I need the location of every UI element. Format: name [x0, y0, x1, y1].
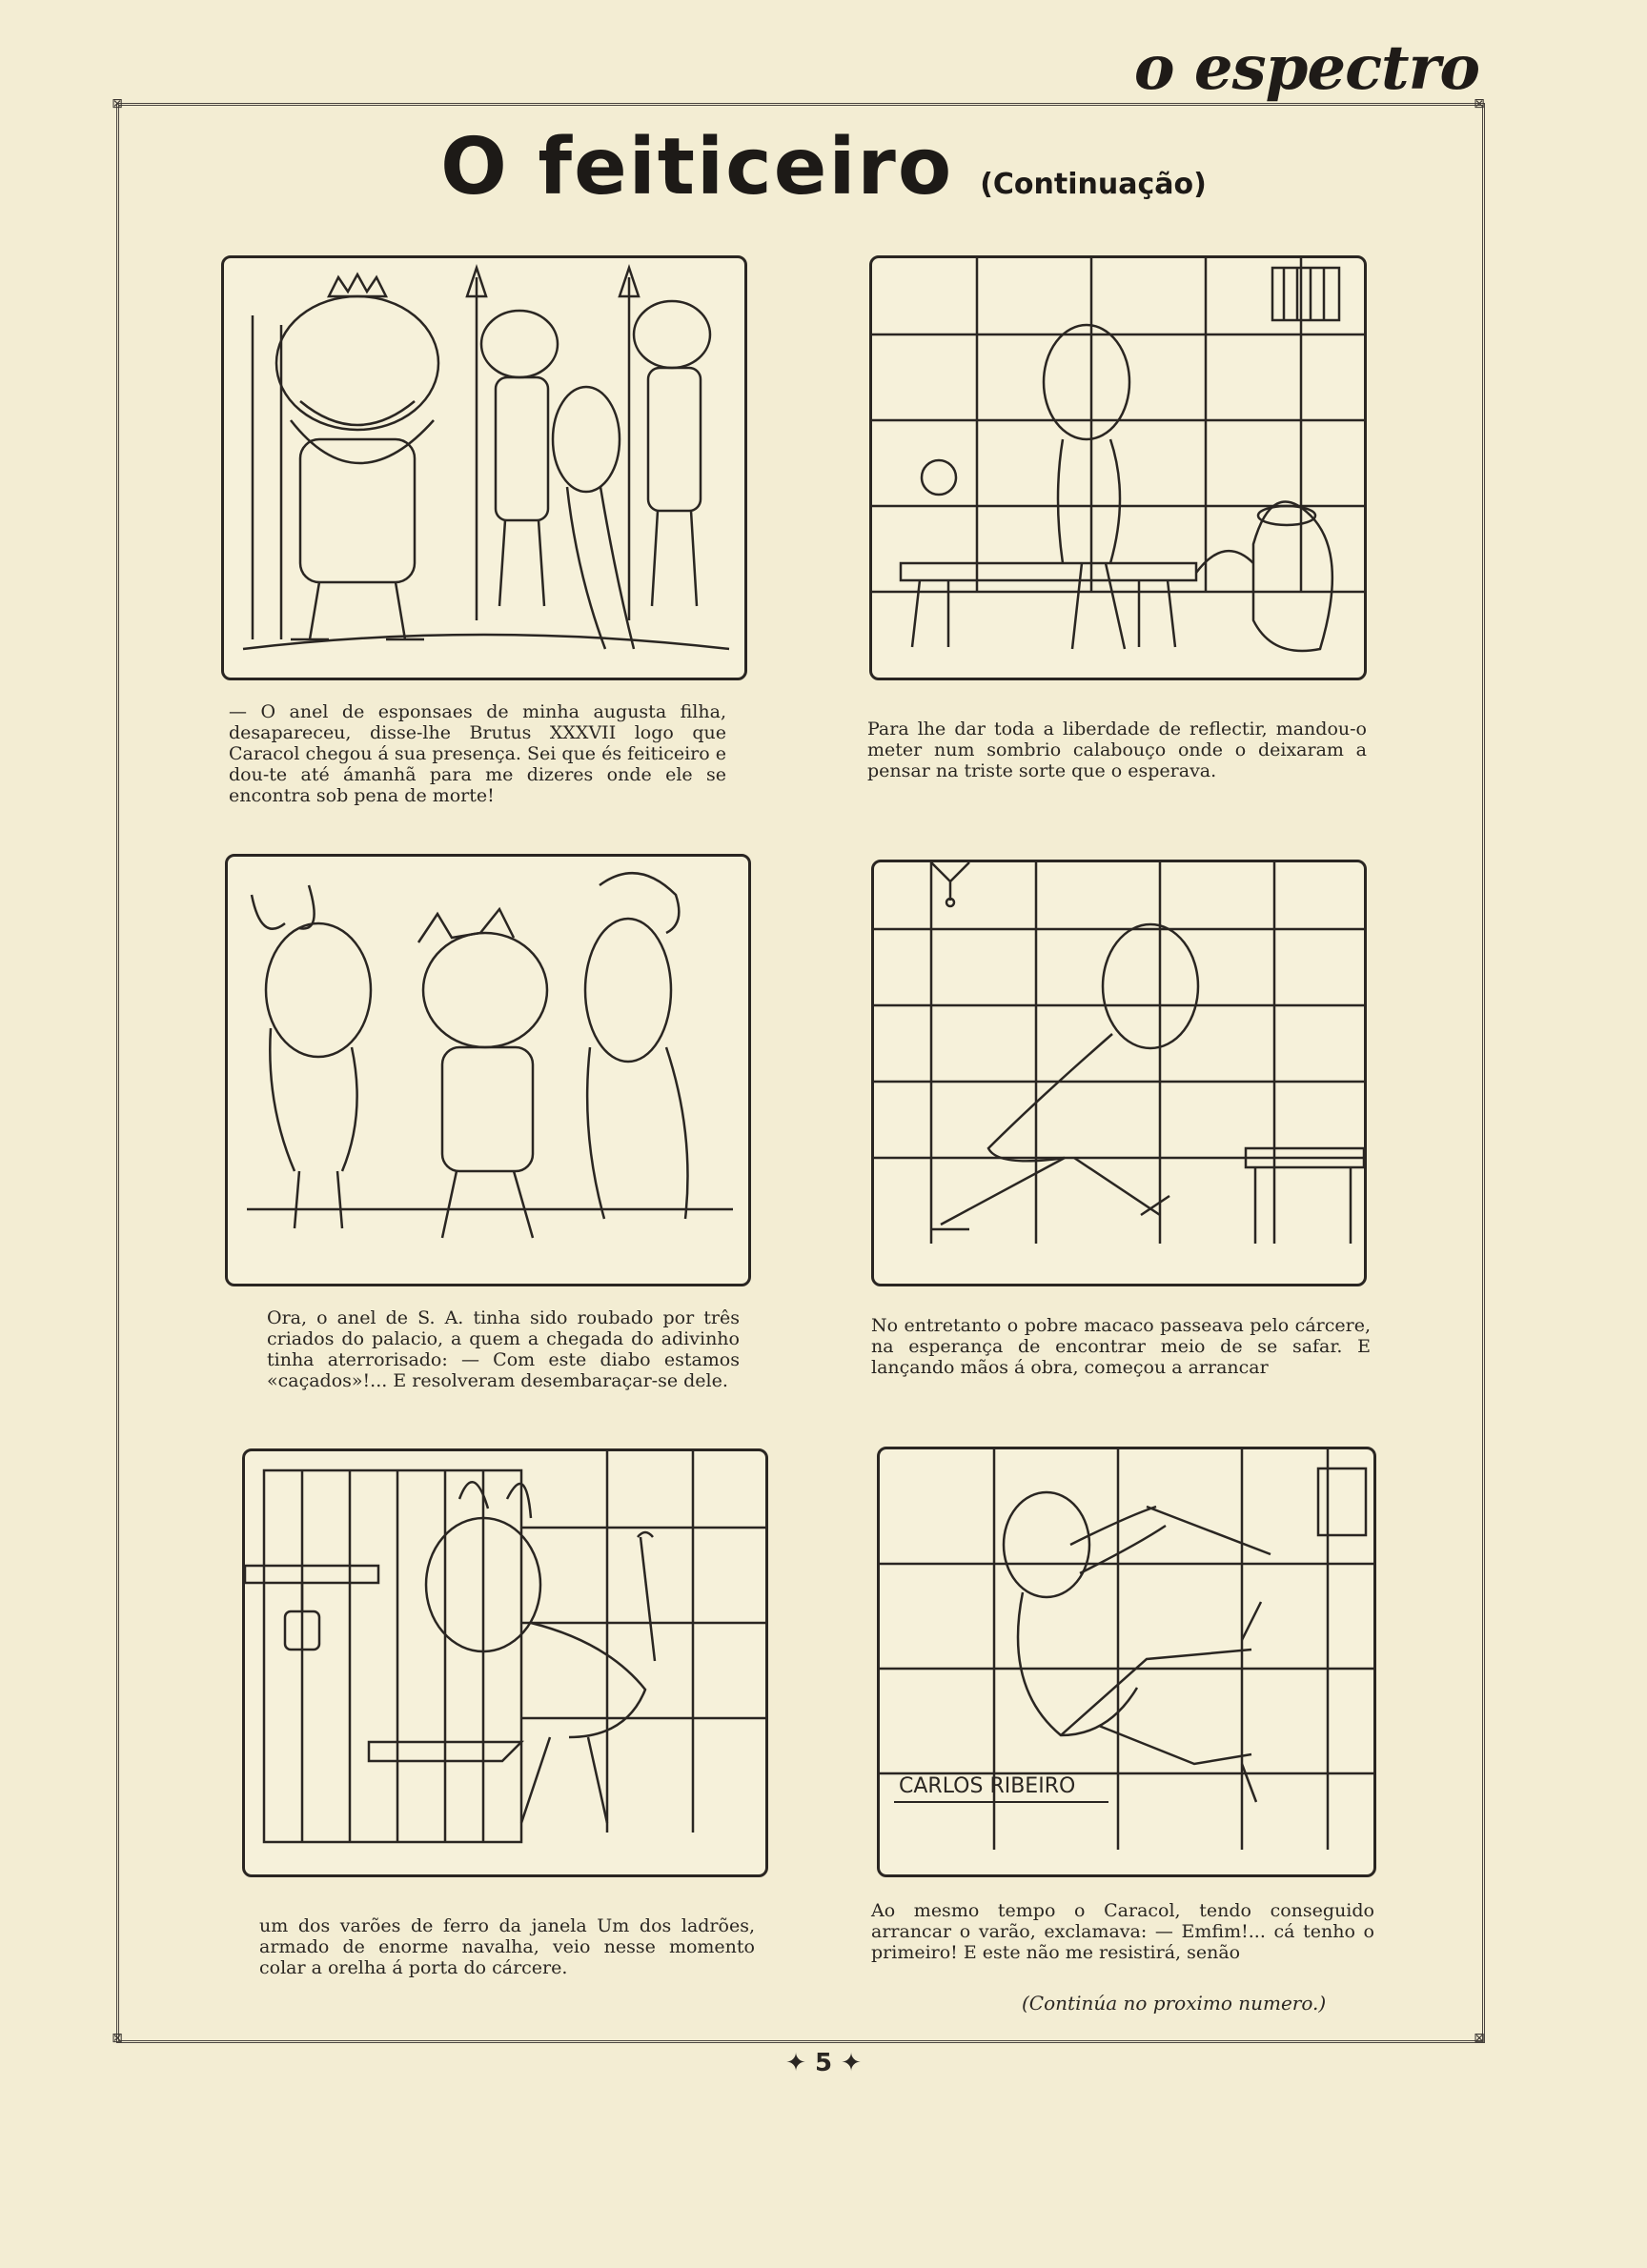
comic-panel-2 [869, 255, 1367, 680]
monkey-pulling-bar-illustration [880, 1449, 1373, 1874]
title-main: O feiticeiro [440, 122, 954, 213]
caption-5: um dos varões de ferro da janela Um dos ladrões, armado de enorme navalha, veio nesse momento colar a orelha á porta do cárcere. [259, 1915, 755, 1978]
artist-signature: CARLOS RIBEIRO [899, 1774, 1076, 1798]
comic-panel-3 [225, 854, 751, 1286]
caption-2: Para lhe dar toda a liberdade de reflectir, mandou-o meter num sombrio calabouço onde o deixaram a pensar na triste sorte que o esperava. [867, 719, 1367, 781]
corner-ornament-icon: ⊠ [1474, 2031, 1485, 2046]
monkey-in-cell-illustration [872, 258, 1364, 678]
masthead: o espectro [1133, 32, 1479, 104]
story-title [0, 122, 1647, 213]
thief-at-door-illustration [245, 1451, 765, 1874]
title-sub: (Continuação) [980, 168, 1207, 201]
corner-ornament-icon: ⊠ [112, 96, 123, 111]
page-number: ✦ 5 ✦ [785, 2049, 862, 2077]
three-servants-illustration [228, 857, 748, 1284]
king-and-guards-illustration [224, 258, 744, 678]
caption-4: No entretanto o pobre macaco passeava pelo cárcere, na esperança de encontrar meio de se safar. E lançando mãos á obra, começou a arrancar [871, 1315, 1371, 1378]
corner-ornament-icon: ⊠ [112, 2031, 123, 2046]
comic-panel-1 [221, 255, 747, 680]
continuation-note: (Continúa no proximo numero.) [1022, 1992, 1327, 2015]
comic-panel-6 [877, 1447, 1376, 1877]
comic-panel-4 [871, 860, 1367, 1286]
monkey-pacing-illustration [874, 862, 1364, 1284]
comic-panel-5 [242, 1448, 768, 1877]
corner-ornament-icon: ⊠ [1474, 96, 1485, 111]
caption-6: Ao mesmo tempo o Caracol, tendo conseguido arrancar o varão, exclamava: — Emfim!... cá tenho o primeiro! E este não me resistirá, senão [871, 1900, 1374, 1963]
caption-3: Ora, o anel de S. A. tinha sido roubado por três criados do palacio, a quem a chegada do adivinho tinha aterrorisado: — Com este diabo estamos «caçados»!... E resolveram desembaraçar-se dele. [267, 1307, 740, 1391]
caption-1: — O anel de esponsaes de minha augusta filha, desapareceu, disse-lhe Brutus XXXVII logo que Caracol chegou á sua presença. Sei que és feiticeiro e dou-te até ámanhã para me dizeres onde ele se encontra sob pena de morte! [229, 701, 726, 806]
